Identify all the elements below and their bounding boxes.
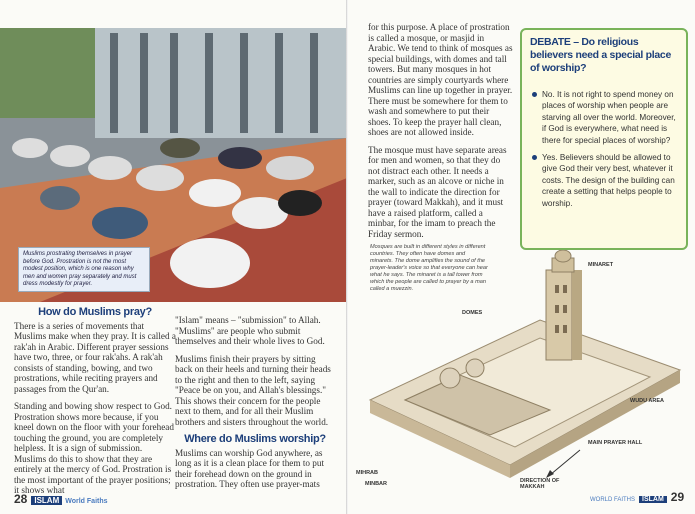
- folio-left: [14, 492, 108, 506]
- paragraph: Muslims finish their prayers by sitting back on their heels and turning their heads to the right and then to the left, saying "Peace be on you, and Allah's blessings." This shows their concern for the people next to them, and for all their Muslim brothers and sisters throughout the world.: [175, 353, 331, 427]
- folio-tag-left: ISLAM: [31, 496, 62, 505]
- debate-point: [542, 152, 678, 209]
- mosque-caption: Mosques are built in different styles in different countries. They often have domes and minarets. The dome amplifies the sound of the prayer-leader's voice so that everyone can hear what he says. The minaret is a tall tower from which the people are called to prayer by a man called a muezzin.: [370, 244, 488, 292]
- paragraph: There is a series of movements that Muslims make when they pray. It is called a rak'ah in Arabic. Different prayer sessions have two, three, or four rak'ahs. A rak'ah consists of standing, bowing, and two prostrations, while reciting prayers and passages from the Qur'an.: [14, 320, 176, 394]
- label-wudu: WUDU AREA: [630, 398, 665, 404]
- label-domes: DOMES: [462, 310, 483, 316]
- heading-where-worship: Where do Muslims worship?: [184, 433, 326, 445]
- page-number-left: 28: [14, 492, 28, 506]
- left-column-1: [14, 307, 176, 503]
- debate-list: [522, 89, 686, 209]
- label-minbar: MINBAR: [365, 481, 387, 487]
- left-column-2: [175, 315, 335, 497]
- debate-title: DEBATE – Do religious believers need a special place of worship?: [530, 36, 672, 74]
- debate-box: [520, 28, 688, 250]
- book-gutter: [346, 0, 348, 514]
- debate-point-text: No. It is not right to spend money on places of worship when people are starving all over the world. Moreover, if God is everywhere, what need is there for special places of worship?: [542, 90, 676, 145]
- paragraph: for this purpose. A place of prostration is called a mosque, or masjid in Arabic. We tend to think of mosques as special buildings, with domes and tall towers. But many mosques in hot countries are simply courtyards where Muslims can line up together in prayer. There must be somewhere for them to wash and somewhere to put their shoes. To keep the prayer hall clean, shoes are not allowed inside.: [368, 22, 513, 137]
- folio-sub-left: World Faiths: [65, 498, 108, 505]
- debate-point: [542, 89, 678, 146]
- folio-sub-right: WORLD FAITHS: [590, 497, 636, 503]
- page-number-right: 29: [670, 490, 685, 504]
- paragraph: "Islam" means – "submission" to Allah. "Muslims" are people who submit themselves and their whole lives to God.: [175, 315, 325, 346]
- bullet-icon: [532, 92, 537, 97]
- paragraph: The mosque must have separate areas for men and women, so that they do not distract each other. It needs a marker, such as an alcove or niche in the wall to indicate the direction for prayer (toward Makkah), and it must have a raised platform, called a minbar, for the imam to preach the Friday sermon.: [368, 144, 507, 239]
- folio-tag-right: ISLAM: [639, 496, 667, 503]
- label-direction: DIRECTION OF MAKKAH: [520, 478, 560, 490]
- label-mihrab: MIHRAB: [356, 470, 378, 476]
- paragraph: Standing and bowing show respect to God. Prostration shows more because, if you kneel down on the floor with your forehead touching the ground, you are completely helpless. It is a sign of submission. Muslims do this to show that they are entirely at the mercy of God. Prostration is the most important of the prayer positions; it shows what: [14, 401, 174, 495]
- photo-caption: Muslims prostrating themselves in prayer before God. Prostration is not the most modest position, which is one reason why men and women pray separately and must dress modestly for prayer.: [18, 247, 150, 292]
- paragraph: Muslims can worship God anywhere, as long as it is a clean place for them to put their forehead down on the ground in prostration. They often use prayer-mats: [175, 447, 324, 489]
- right-column: [368, 22, 513, 246]
- heading-how-pray: How do Muslims pray?: [38, 306, 152, 318]
- debate-point-text: Yes. Believers should be allowed to give God their very best, whatever it costs. The design of the building can create a setting that helps people to worship.: [542, 153, 675, 208]
- label-main-hall: MAIN PRAYER HALL: [588, 440, 643, 446]
- folio-right: [590, 490, 684, 504]
- bullet-icon: [532, 155, 537, 160]
- label-minaret: MINARET: [588, 262, 614, 268]
